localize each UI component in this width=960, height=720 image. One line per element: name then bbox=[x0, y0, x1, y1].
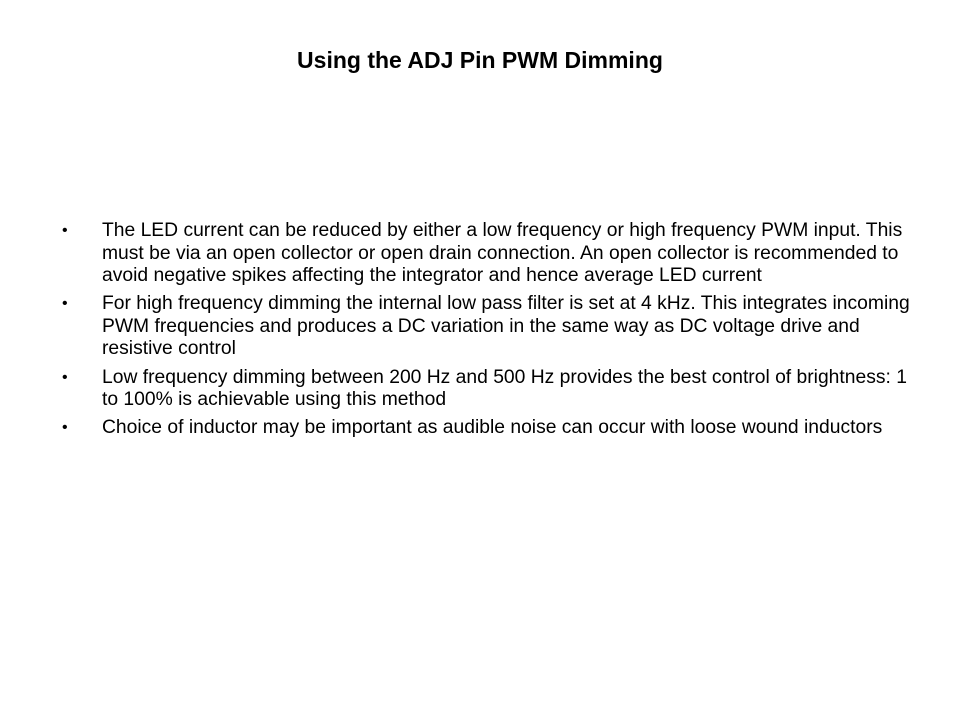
bullet-item bbox=[58, 417, 918, 440]
bullet-list bbox=[58, 220, 918, 445]
bullet-dot-icon: • bbox=[62, 295, 68, 313]
bullet-text: The LED current can be reduced by either a low frequency or high frequency PWM input. This must be via an open collector or open drain connection. An open collector is recommended to avoid negative spikes affecting the integrator and hence average LED current bbox=[102, 220, 903, 287]
bullet-item bbox=[58, 220, 918, 288]
bullet-text: Low frequency dimming between 200 Hz and 500 Hz provides the best control of brightness: 1 to 100% is achievable using this method bbox=[102, 366, 907, 411]
bullet-text: Choice of inductor may be important as audible noise can occur with loose wound inductors bbox=[102, 417, 883, 439]
bullet-item bbox=[58, 367, 918, 412]
bullet-text: For high frequency dimming the internal low pass filter is set at 4 kHz. This integrates incoming PWM frequencies and produces a DC variation in the same way as DC voltage drive and resistive control bbox=[102, 293, 910, 360]
bullet-dot-icon: • bbox=[62, 419, 68, 437]
bullet-dot-icon: • bbox=[62, 368, 68, 386]
bullet-item bbox=[58, 293, 918, 361]
slide-title: Using the ADJ Pin PWM Dimming bbox=[297, 47, 663, 73]
bullet-dot-icon: • bbox=[62, 222, 68, 239]
